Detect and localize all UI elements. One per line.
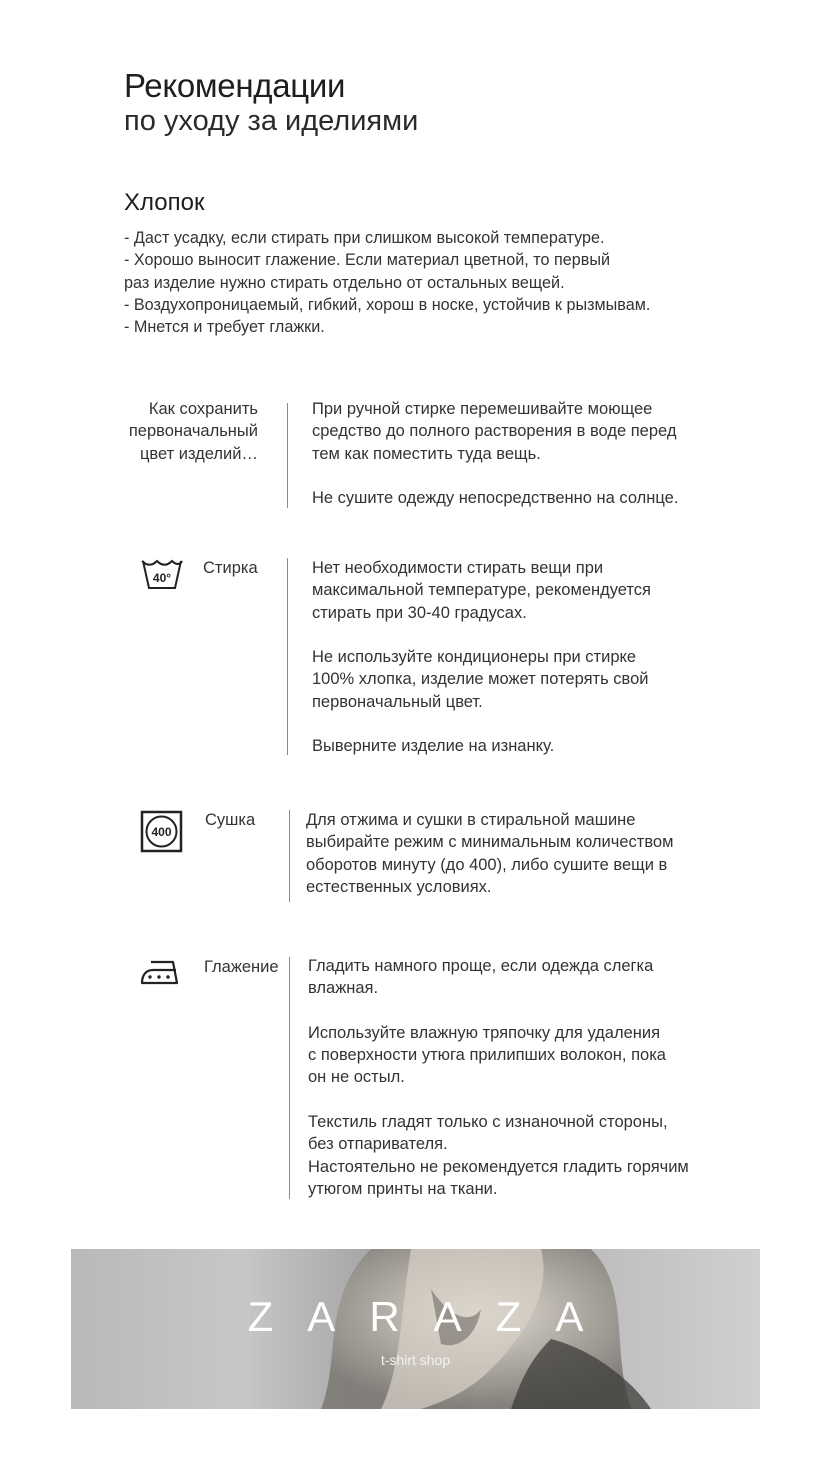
color-section-text: При ручной стирке перемешивайте моющее средство до полного растворения в воде перед тем как поместить туда вещь. Не сушите одежду непосредственно на солнце.: [312, 400, 679, 508]
iron-section-divider: [289, 957, 290, 1199]
dry-section-divider: [289, 810, 290, 902]
brand-logo: ZARAZA: [247, 1293, 618, 1340]
material-properties: [124, 227, 724, 338]
iron-section-text: Гладить намного проще, если одежда слегка влажная. Используйте влажную тряпочку для удаления с поверхности утюга прилипших волокон, пока он не остыл. Текстиль гладят только с изнаночной стороны, без отпаривателя. Настоятельно не рекомендуется гладить горячим утюгом принты на ткани.: [308, 957, 689, 1198]
tumble-dry-400-icon: [140, 810, 183, 858]
iron-section-label: Глажение: [204, 958, 279, 976]
material-line: - Мнется и требует глажки.: [124, 318, 325, 337]
material-line: - Даст усадку, если стирать при слишком высокой температуре.: [124, 229, 605, 247]
svg-text:400: 400: [151, 825, 172, 839]
material-line: раз изделие нужно стирать отдельно от остальных вещей.: [124, 273, 565, 292]
material-title: Хлопок: [124, 189, 205, 216]
brand-banner: [71, 1249, 760, 1409]
color-section-label: Как сохранить первоначальный цвет изделий…: [128, 400, 258, 463]
material-line: - Хорошо выносит глажение. Если материал цветной, то первый: [124, 251, 611, 270]
wash-section-divider: [287, 558, 288, 755]
dry-section-label: Сушка: [205, 811, 256, 829]
color-section-divider: [287, 403, 288, 508]
wash-40-icon: [140, 557, 184, 596]
page-subtitle: по уходу за иделиями: [124, 105, 419, 137]
wash-section-label: Стирка: [203, 559, 258, 577]
material-line: - Воздухопроницаемый, гибкий, хорош в носке, устойчив к рызмывам.: [124, 295, 651, 314]
svg-text:40°: 40°: [152, 571, 172, 585]
page-title: Рекомендации: [124, 67, 346, 104]
dry-section-text: Для отжима и сушки в стиральной машине выбирайте режим с минимальным количеством оборотов минуту (до 400), либо сушите вещи в естественных условиях.: [306, 811, 674, 896]
brand-tagline: t-shirt shop: [380, 1352, 451, 1368]
wash-section-text: Нет необходимости стирать вещи при максимальной температуре, рекомендуется стирать при 30-40 градусах. Не используйте кондиционеры при стирке 100% хлопка, изделие может потерять свой первоначальный цвет. Выверните изделие на изнанку.: [312, 559, 651, 756]
iron-icon: [139, 958, 183, 991]
